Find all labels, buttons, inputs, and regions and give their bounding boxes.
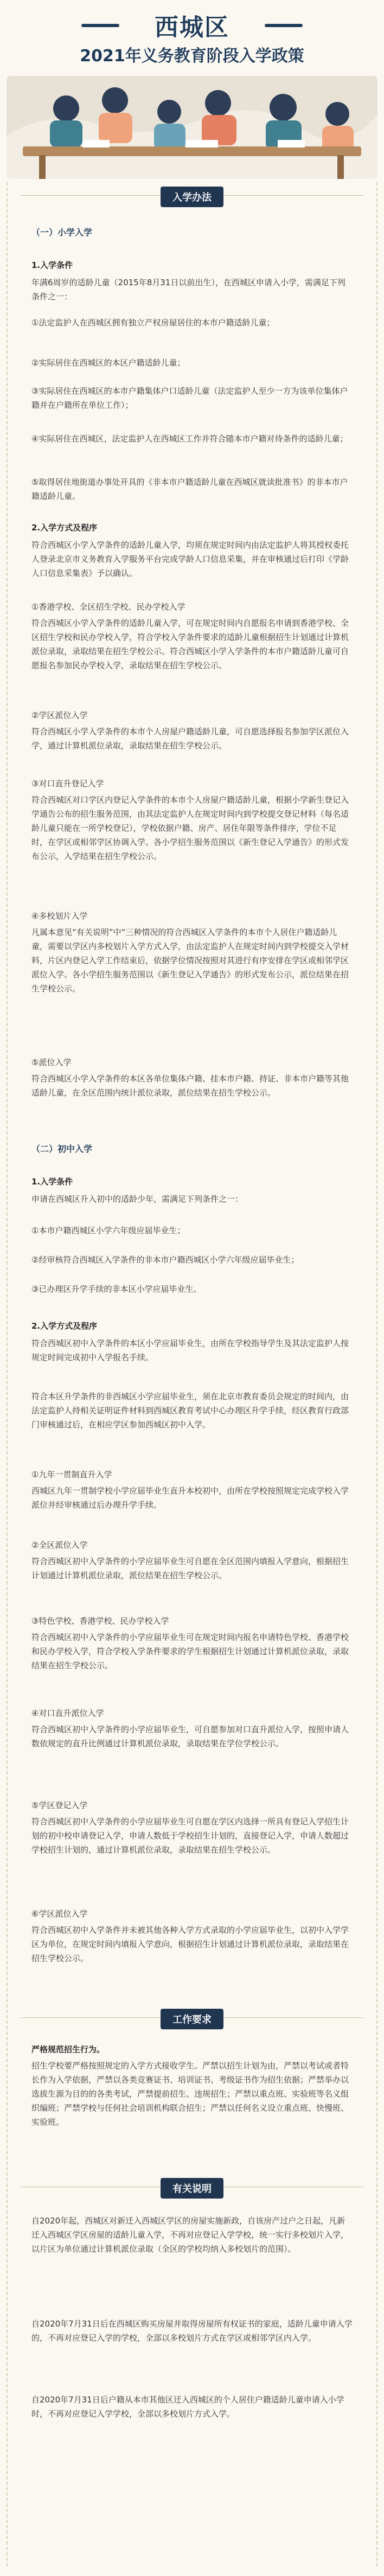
primary-cond-5: ⑤取得居住地街道办事处开具的《非本市户籍适龄儿童在西城区就读批准书》的非本市户籍适龄儿童。 (31, 477, 348, 501)
middle-cond-2: ②经审核符合西城区入学条件的非本市户籍西城区小学六年级应届毕业生； (31, 1255, 299, 1265)
page-header (0, 0, 384, 65)
middle-heading: （二）初中入学 (31, 1144, 93, 1154)
district-title: 西城区 (155, 14, 229, 41)
primary-cond-3: ③实际居住在西城区的本市户籍集体户口适龄儿童（法定监护人至少一方为该单位集体户籍并在户籍所在单位工作）； (31, 386, 348, 410)
primary-proc-4-body: 凡属本意见“有关说明”中“三种情况的符合西城区入学条件的本市个人居住户籍适龄儿童，需要以学区内多校划片入学方式入学，由法定监护人在规定时间内到学校提交入学材料，片区内登记入学工作结束后，依据学位情况按照对其进行有序安排在学区或相邻学区派位入学。各小学招生服务范围以《新生登记入学通告》的形式发布公示，派位结果在招生学校公示。 (31, 927, 349, 994)
notes-p2: 自2020年7月31日后在西城区购买房屋并取得房屋所有权证书的家庭，适龄儿童申请入学的，不再对应登记入学的学校，全部以多校划片方式在学区或相邻学区内入学。 (31, 2319, 353, 2343)
middle-cond-3: ③已办理区升学手续的非本区小学应届毕业生。 (31, 1284, 202, 1294)
primary-proc-2-body: 符合西城区小学入学条件的本市个人房屋户籍适龄儿童，可自愿选择报名参加学区派位入学，通过计算机派位录取，录取结果在招生学校公示。 (31, 727, 349, 751)
middle-proc-5-body: 符合西城区初中入学条件的小学应届毕业生可自愿在学区内选择一所具有登记入学招生计划的初中校申请登记入学，申请人数低于学校招生计划的，直接登记入学，申请人数超过学校招生计划的，通过计算机派位录取，录取结果在招生学校公示。 (31, 1817, 349, 1855)
middle-proc-5-title: ⑤学区登记入学 (31, 1800, 88, 1810)
primary-proc-2-title: ②学区派位入学 (31, 710, 88, 720)
section-header-notes: 有关说明 (161, 2178, 223, 2199)
primary-cond-title: 1.入学条件 (31, 260, 73, 270)
middle-proc-title: 2.入学方式及程序 (31, 1321, 98, 1331)
primary-proc-1-body: 符合西城区小学入学条件的适龄儿童入学，可在规定时间内自愿报名申请到香港学校、全区招生学校和民办学校入学，符合学校入学条件要求的适龄儿童根据招生计划通过计算机派位录取，录取结果在招生学校公示。符合西城区小学入学条件的本市户籍适龄儿童可自愿报名参加民办学校入学，录取结果在招生学校公示。 (31, 618, 349, 670)
work-body: 招生学校要严格按照规定的入学方式接收学生。严禁以招生计划为由，严禁以考试或者特长作为入学依据，严禁以各类竞赛证书、培训证书、考级证书作为招生依据；严禁举办以选拔生源为目的的各类考试，严禁提前招生、违规招生；严禁以重点班、实验班等名义组织编班；严禁学校与任何社会培训机构联合招生；严禁以任何名义设立重点班、快慢班、实验班。 (31, 2061, 349, 2127)
primary-proc-1-title: ①香港学校、全区招生学校、民办学校入学 (31, 602, 185, 612)
middle-proc-4-title: ④对口直升派位入学 (31, 1708, 104, 1718)
middle-cond-title: 1.入学条件 (31, 1177, 73, 1187)
primary-proc-3-title: ③对口直升登记入学 (31, 779, 104, 789)
content-panel (7, 182, 377, 2566)
middle-proc-intro: 符合西城区初中入学条件的本区小学应届毕业生，由所在学校指导学生及其法定监护人按规定时间完成初中入学报名手续。 (31, 1338, 349, 1362)
middle-proc-2-title: ②全区派位入学 (31, 1540, 88, 1550)
middle-proc-1-title: ①九年一贯制直升入学 (31, 1470, 112, 1479)
middle-proc-4-body: 符合西城区初中入学条件的小学应届毕业生，可自愿参加对口直升派位入学，按照申请人数依规定的直升比例通过计算机派位录取，录取结果在学位学校公示。 (31, 1725, 349, 1748)
section-header-enroll: 入学办法 (161, 187, 223, 207)
primary-cond-1: ①法定监护人在西城区拥有独立产权房屋居住的本市户籍适龄儿童； (31, 318, 275, 328)
primary-proc-5-body: 符合西城区小学入学条件的本区各单位集体户籍、挂本市户籍、持证、非本市户籍等其他适龄儿童，在全区范围内统计派位录取，派位结果在招生学校公示。 (31, 1074, 349, 1098)
middle-proc-intro2: 符合本区升学条件的非西城区小学应届毕业生，须在北京市教育委员会规定的时间内，由法定监护人持相关证明证件材料到西城区教育考试中心办理区升学手续，经区教育行政部门审核通过后，在相应学区参加西城区初中入学。 (31, 1392, 349, 1430)
page-title: 2021年义务教育阶段入学政策 (80, 47, 304, 66)
middle-cond-1: ①本市户籍西城区小学六年级应届毕业生； (31, 1226, 185, 1235)
students-illustration (7, 76, 377, 179)
notes-p3: 自2020年7月31日后户籍从本市其他区迁入西城区的个人居住户籍适龄儿童申请入小学时，不再对应登记入学学校，全部以多校划片方式入学。 (31, 2395, 344, 2419)
primary-proc-intro: 符合西城区小学入学条件的适龄儿童入学，均须在规定时间内由法定监护人将其授权委托人登录北京市义务教育入学服务平台完成学龄人口信息采集，并在审核通过后打印《学龄人口信息采集表》予以确认。 (31, 540, 349, 578)
middle-proc-3-body: 符合西城区初中入学条件的小学应届毕业生可在规定时间内报名申请特色学校、香港学校和民办学校入学，符合学校入学条件要求的学生根据招生计划通过计算机派位录取，录取结果在招生学校公示。 (31, 1632, 349, 1670)
middle-proc-1-body: 西城区九年一贯制学校小学应届毕业生直升本校初中，由所在学校按照规定完成学校入学派位并经审核通过后办理升学手续。 (31, 1486, 349, 1510)
primary-cond-intro: 年满6周岁的适龄儿童（2015年8月31日以前出生），在西城区申请入小学，需满足下列条件之一： (31, 278, 345, 302)
middle-proc-3-title: ③特色学校、香港学校、民办学校入学 (31, 1616, 169, 1626)
middle-proc-2-body: 符合西城区初中入学条件的小学应届毕业生可自愿在全区范围内填报入学意向，根据招生计划通过计算机派位录取，派位结果在招生学校公示。 (31, 1556, 349, 1580)
header-illustration (7, 76, 377, 179)
primary-proc-3-body: 符合西城区对口学区内登记入学条件的本市个人房屋户籍适龄儿童，根据小学新生登记入学通告公布的招生服务范围，由其法定监护人在规定时间内到学校提交登记材料（每名适龄儿童只能在一所学校登记），学校依据户籍、房产、居住年限等条件排序，学位不足时，在学区或相邻学区协调入学。各小学招生服务范围以《新生登记入学通告》的形式发布公示，入学结果在招生学校公示。 (31, 795, 349, 861)
primary-cond-2: ②实际居住在西城区的本区户籍适龄儿童； (31, 358, 185, 368)
primary-proc-4-title: ④多校划片入学 (31, 911, 88, 921)
middle-cond-intro: 申请在西城区升入初中的适龄少年，需满足下列条件之一： (31, 1194, 244, 1204)
section-header-work: 工作要求 (161, 2009, 223, 2029)
middle-proc-6-title: ⑥学区派位入学 (31, 1909, 88, 1919)
primary-proc-5-title: ⑤派位入学 (31, 1058, 72, 1067)
work-lead: 严格规范招生行为。 (31, 2045, 105, 2054)
middle-proc-6-body: 符合西城区初中入学条件并未被其他各种入学方式录取的小学应届毕业生，以初中入学学区为单位，在规定时间内填报入学意向，根据招生计划通过计算机派位录取，录取结果在招生学校公示。 (31, 1925, 349, 1963)
notes-p1: 自2020年起，西城区对新迁入西城区学区的房屋实施新政，自该房产过户之日起，凡新迁入西城区学区房屋的适龄儿童入学，不再对应登记入学学校，统一实行多校划片入学，以片区为单位通过计算机派位录取（全区的学校均纳入多校划片的范围）。 (31, 2216, 349, 2254)
primary-proc-title: 2.入学方式及程序 (31, 523, 98, 533)
primary-heading: （一）小学入学 (31, 227, 93, 238)
primary-cond-4: ④实际居住在西城区，法定监护人在西城区工作并符合随本市户籍对待条件的适龄儿童； (31, 434, 348, 444)
